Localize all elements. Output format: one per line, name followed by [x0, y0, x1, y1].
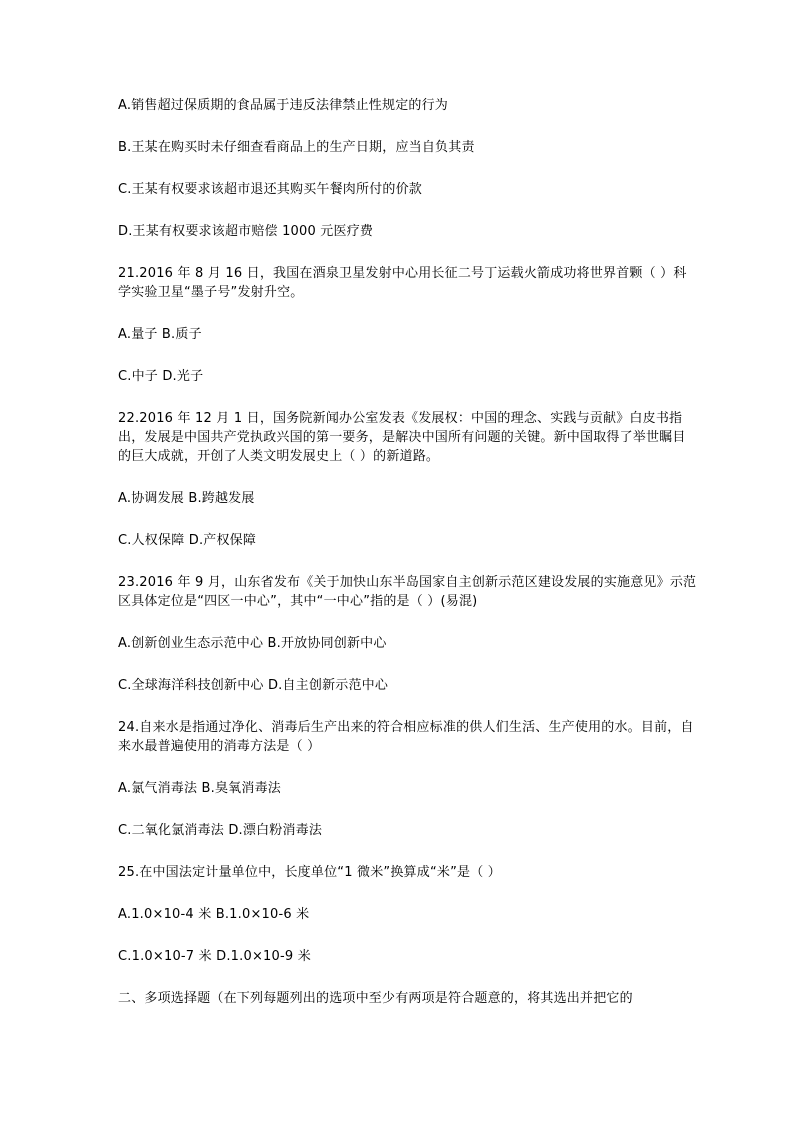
- option-d-q20: D.王某有权要求该超市赔偿 1000 元医疗费: [118, 224, 374, 239]
- document-page: [118, 96, 698, 1031]
- options-ab-q23: A.创新创业生态示范中心 B.开放协同创新中心: [118, 636, 387, 651]
- question-25: 25.在中国法定计量单位中，长度单位“1 微米”换算成“米”是（ ）: [118, 865, 501, 880]
- option-c-q20: C.王某有权要求该超市退还其购买午餐肉所付的价款: [118, 182, 423, 197]
- options-ab-q24: A.氯气消毒法 B.臭氧消毒法: [118, 781, 281, 796]
- options-cd-q22: C.人权保障 D.产权保障: [118, 533, 257, 548]
- options-ab-q22: A.协调发展 B.跨越发展: [118, 491, 255, 506]
- options-ab-q21: A.量子 B.质子: [118, 327, 202, 342]
- options-cd-q21: C.中子 D.光子: [118, 369, 204, 384]
- question-23: 23.2016 年 9 月，山东省发布《关于加快山东半岛国家自主创新示范区建设发展的实施意见》示范区具体定位是“四区一中心”，其中“一中心”指的是（ ）(易混): [118, 575, 697, 609]
- option-a-q20: A.销售超过保质期的食品属于违反法律禁止性规定的行为: [118, 98, 448, 113]
- options-cd-q25: C.1.0×10-7 米 D.1.0×10-9 米: [118, 949, 311, 964]
- question-22: 22.2016 年 12 月 1 日，国务院新闻办公室发表《发展权：中国的理念、实践与贡献》白皮书指出，发展是中国共产党执政兴国的第一要务，是解决中国所有问题的关键。新中国取得了举世瞩目的巨大成就，开创了人类文明发展史上（ ）的新道路。: [118, 411, 686, 464]
- options-cd-q23: C.全球海洋科技创新中心 D.自主创新示范中心: [118, 678, 389, 693]
- options-cd-q24: C.二氧化氯消毒法 D.漂白粉消毒法: [118, 823, 323, 838]
- question-21: 21.2016 年 8 月 16 日，我国在酒泉卫星发射中心用长征二号丁运载火箭成功将世界首颗（ ）科学实验卫星“墨子号”发射升空。: [118, 266, 687, 300]
- options-ab-q25: A.1.0×10-4 米 B.1.0×10-6 米: [118, 907, 310, 922]
- question-24: 24.自来水是指通过净化、消毒后生产出来的符合相应标准的供人们生活、生产使用的水。目前，自来水最普遍使用的消毒方法是（ ）: [118, 720, 694, 754]
- section-heading-multiple-choice: 二、多项选择题（在下列每题列出的选项中至少有两项是符合题意的，将其选出并把它的: [118, 991, 633, 1006]
- option-b-q20: B.王某在购买时未仔细查看商品上的生产日期，应当自负其责: [118, 140, 475, 155]
